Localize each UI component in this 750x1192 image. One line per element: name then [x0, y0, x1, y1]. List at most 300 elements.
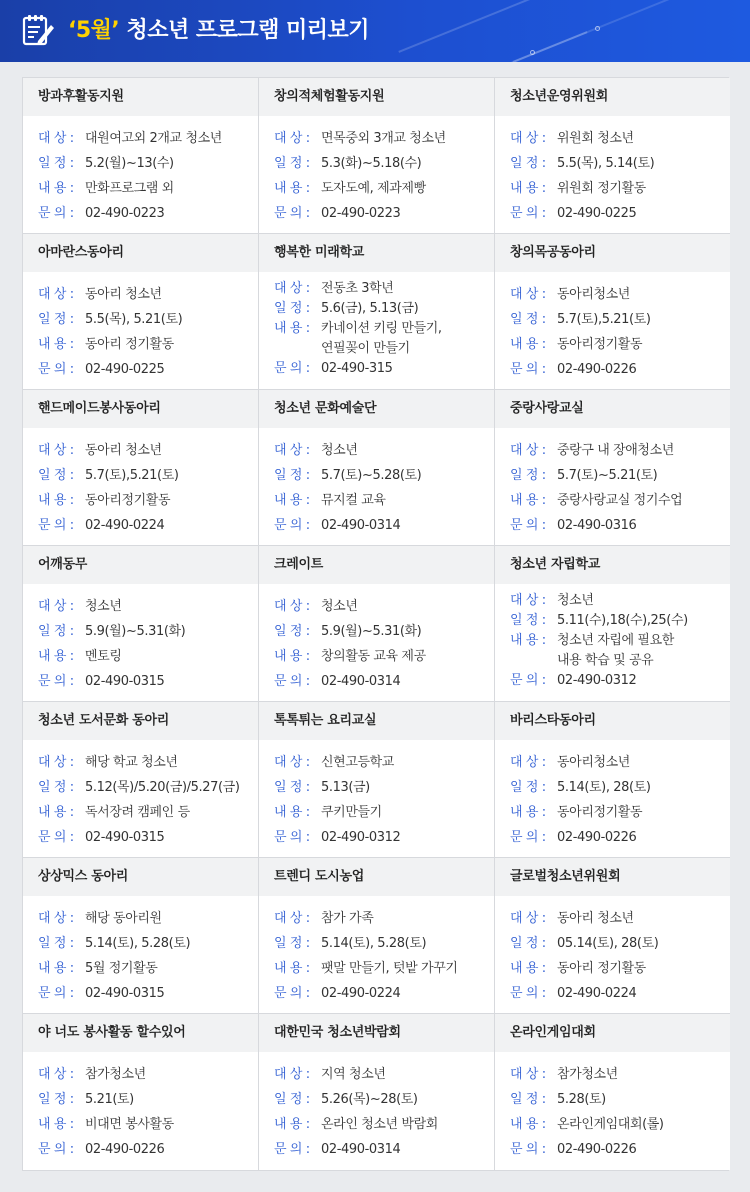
- header-decoration-dot: [530, 50, 535, 55]
- program-target-label: 대 상 :: [274, 131, 310, 146]
- program-contact-value: 02-490-0226: [557, 830, 637, 845]
- program-target-label: 대 상 :: [38, 287, 74, 302]
- program-schedule-label: 일 정 :: [274, 468, 310, 483]
- program-details: [23, 584, 258, 694]
- program-content-label: 내 용 :: [510, 181, 546, 196]
- program-schedule-label: 일 정 :: [510, 468, 546, 483]
- program-content-label: 내 용 :: [510, 805, 546, 820]
- program-title: 바리스타동아리: [495, 702, 730, 740]
- program-content-label: 내 용 :: [38, 1117, 74, 1132]
- program-contact-row: [510, 201, 730, 226]
- program-contact-label: 문 의 :: [510, 830, 546, 845]
- program-content-label: 내 용 :: [510, 961, 546, 976]
- program-details: [259, 116, 494, 226]
- program-target-row: [38, 126, 258, 151]
- program-content-value: 중랑사랑교실 정기수업: [557, 493, 683, 508]
- program-content-row: [510, 800, 730, 825]
- program-title: 청소년 문화예술단: [259, 390, 494, 428]
- program-target-row: [510, 750, 730, 775]
- program-target-row: [510, 1062, 730, 1087]
- header-decoration-line: [513, 31, 588, 62]
- program-content-label: 내 용 :: [274, 493, 310, 508]
- program-target-row: [274, 750, 494, 775]
- program-contact-value: 02-490-0224: [557, 986, 637, 1001]
- program-contact-label: 문 의 :: [274, 518, 310, 533]
- program-contact-value: 02-490-0316: [557, 518, 637, 533]
- program-target-label: 대 상 :: [510, 443, 546, 458]
- program-schedule-label: 일 정 :: [510, 156, 546, 171]
- program-target-row: [274, 594, 494, 619]
- program-card: [259, 78, 495, 234]
- header-decoration-line: [497, 0, 683, 62]
- program-contact-value: 02-490-0224: [85, 518, 165, 533]
- program-schedule-value: 5.2(월)~13(수): [85, 156, 174, 171]
- program-contact-row: [510, 357, 730, 382]
- program-schedule-value: 5.28(토): [557, 1092, 606, 1107]
- program-content-value: 도자도예, 제과제빵: [321, 181, 426, 196]
- program-target-label: 대 상 :: [38, 131, 74, 146]
- program-target-row: [38, 282, 258, 307]
- program-schedule-value: 5.7(토)~5.28(토): [321, 468, 422, 483]
- program-schedule-row: [38, 151, 258, 176]
- program-card: [23, 858, 259, 1014]
- program-target-row: [38, 1062, 258, 1087]
- program-target-label: 대 상 :: [274, 755, 310, 770]
- program-contact-value: 02-490-0315: [85, 986, 165, 1001]
- program-contact-label: 문 의 :: [274, 206, 310, 221]
- program-card: [259, 702, 495, 858]
- program-target-label: 대 상 :: [274, 443, 310, 458]
- program-details: [495, 584, 730, 691]
- program-contact-value: 02-490-0223: [85, 206, 165, 221]
- program-details: [23, 1052, 258, 1162]
- program-title: 대한민국 청소년박람회: [259, 1014, 494, 1052]
- program-contact-value: 02-490-0226: [557, 362, 637, 377]
- program-schedule-row: [510, 1087, 730, 1112]
- program-title: 글로벌청소년위원회: [495, 858, 730, 896]
- program-target-row: [510, 126, 730, 151]
- program-target-row: [274, 438, 494, 463]
- program-target-label: 대 상 :: [510, 593, 546, 608]
- program-content-row: [274, 800, 494, 825]
- program-card: [259, 546, 495, 702]
- program-title: 중랑사랑교실: [495, 390, 730, 428]
- header-decoration-dot: [595, 26, 600, 31]
- program-card: [259, 234, 495, 390]
- page-title: [68, 14, 369, 48]
- program-schedule-label: 일 정 :: [274, 1092, 310, 1107]
- program-target-value: 참가청소년: [85, 1067, 146, 1082]
- program-target-value: 참가청소년: [557, 1067, 618, 1082]
- program-card: [23, 234, 259, 390]
- program-details: [23, 116, 258, 226]
- program-contact-value: 02-490-0314: [321, 1142, 401, 1157]
- program-schedule-value: 5.21(토): [85, 1092, 134, 1107]
- program-schedule-label: 일 정 :: [38, 468, 74, 483]
- program-target-value: 동아리청소년: [557, 287, 630, 302]
- program-content-label: 내 용 :: [274, 181, 310, 196]
- program-content-value: 독서장려 캠페인 등: [85, 805, 190, 820]
- program-title: 아마란스동아리: [23, 234, 258, 272]
- program-card: [495, 78, 730, 234]
- program-content-row: [274, 644, 494, 669]
- program-schedule-value: 5.7(토),5.21(토): [557, 312, 651, 327]
- program-contact-value: 02-490-0225: [85, 362, 165, 377]
- program-card: [495, 858, 730, 1014]
- program-schedule-row: [274, 619, 494, 644]
- program-contact-value: 02-490-0312: [321, 830, 401, 845]
- program-details: [495, 428, 730, 538]
- program-title: 크레이트: [259, 546, 494, 584]
- program-content-label: 내 용 :: [274, 805, 310, 820]
- program-schedule-row: [274, 463, 494, 488]
- program-contact-value: 02-490-0224: [321, 986, 401, 1001]
- program-contact-label: 문 의 :: [510, 673, 546, 688]
- program-title: 어깨동무: [23, 546, 258, 584]
- program-schedule-label: 일 정 :: [274, 624, 310, 639]
- program-content-value: 온라인 청소년 박람회: [321, 1117, 438, 1132]
- program-content-value: 동아리 정기활동: [85, 337, 174, 352]
- program-details: [23, 896, 258, 1006]
- program-schedule-label: 일 정 :: [510, 780, 546, 795]
- program-details: [495, 896, 730, 1006]
- program-target-row: [38, 906, 258, 931]
- program-contact-row: [510, 513, 730, 538]
- program-card: [23, 1014, 259, 1170]
- program-target-row: [510, 438, 730, 463]
- program-schedule-row: [274, 299, 494, 319]
- program-content-label: 내 용 :: [510, 633, 546, 648]
- program-schedule-label: 일 정 :: [274, 780, 310, 795]
- program-contact-value: 02-490-0225: [557, 206, 637, 221]
- program-contact-label: 문 의 :: [510, 986, 546, 1001]
- program-title: 톡톡튀는 요리교실: [259, 702, 494, 740]
- program-content-value: 동아리정기활동: [557, 337, 643, 352]
- program-target-label: 대 상 :: [38, 443, 74, 458]
- program-schedule-label: 일 정 :: [38, 624, 74, 639]
- program-card: [259, 858, 495, 1014]
- program-schedule-row: [510, 775, 730, 800]
- program-target-row: [510, 906, 730, 931]
- program-title: 창의적체험활동지원: [259, 78, 494, 116]
- program-content-label: 내 용 :: [38, 805, 74, 820]
- program-card: [23, 78, 259, 234]
- program-schedule-row: [38, 307, 258, 332]
- program-contact-row: [510, 671, 730, 691]
- program-schedule-value: 05.14(토), 28(토): [557, 936, 659, 951]
- program-content-value: 동아리정기활동: [557, 805, 643, 820]
- program-contact-label: 문 의 :: [38, 1142, 74, 1157]
- program-contact-label: 문 의 :: [274, 1142, 310, 1157]
- program-schedule-value: 5.9(월)~5.31(화): [85, 624, 186, 639]
- program-content-value: 카네이션 키링 만들기, 연필꽂이 만들기: [321, 321, 442, 356]
- program-target-label: 대 상 :: [38, 755, 74, 770]
- program-target-label: 대 상 :: [274, 281, 310, 296]
- program-target-value: 참가 가족: [321, 911, 374, 926]
- program-content-value: 쿠키만들기: [321, 805, 382, 820]
- program-content-row: [38, 956, 258, 981]
- program-content-row: [274, 488, 494, 513]
- program-target-label: 대 상 :: [274, 1067, 310, 1082]
- program-card: [23, 702, 259, 858]
- program-contact-row: [38, 825, 258, 850]
- program-schedule-row: [274, 931, 494, 956]
- program-target-label: 대 상 :: [510, 287, 546, 302]
- program-details: [23, 272, 258, 382]
- program-target-value: 면목중외 3개교 청소년: [321, 131, 446, 146]
- program-schedule-label: 일 정 :: [510, 312, 546, 327]
- program-schedule-label: 일 정 :: [510, 936, 546, 951]
- program-title: 핸드메이드봉사동아리: [23, 390, 258, 428]
- program-details: [495, 116, 730, 226]
- program-title: 방과후활동지원: [23, 78, 258, 116]
- program-content-value: 동아리 정기활동: [557, 961, 646, 976]
- program-card: [259, 1014, 495, 1170]
- program-card: [495, 702, 730, 858]
- program-title: 상상믹스 동아리: [23, 858, 258, 896]
- program-target-value: 청소년: [321, 599, 358, 614]
- program-schedule-value: 5.5(목), 5.14(토): [557, 156, 655, 171]
- program-target-value: 위원회 청소년: [557, 131, 634, 146]
- page-title-text: 청소년 프로그램 미리보기: [119, 18, 370, 43]
- program-target-row: [510, 591, 730, 611]
- program-contact-row: [274, 825, 494, 850]
- program-card: [259, 390, 495, 546]
- program-card: [495, 546, 730, 702]
- program-target-label: 대 상 :: [510, 911, 546, 926]
- program-schedule-row: [38, 463, 258, 488]
- program-target-value: 동아리 청소년: [85, 287, 162, 302]
- program-contact-row: [38, 357, 258, 382]
- program-target-row: [38, 750, 258, 775]
- program-contact-label: 문 의 :: [38, 518, 74, 533]
- program-details: [23, 428, 258, 538]
- page-header: [0, 0, 750, 62]
- program-target-row: [274, 279, 494, 299]
- program-contact-label: 문 의 :: [274, 361, 310, 376]
- program-contact-value: 02-490-315: [321, 361, 393, 376]
- program-target-label: 대 상 :: [274, 599, 310, 614]
- program-schedule-value: 5.26(목)~28(토): [321, 1092, 418, 1107]
- program-schedule-label: 일 정 :: [510, 613, 546, 628]
- program-schedule-label: 일 정 :: [274, 156, 310, 171]
- program-details: [259, 896, 494, 1006]
- program-content-value: 창의활동 교육 제공: [321, 649, 426, 664]
- program-content-label: 내 용 :: [510, 493, 546, 508]
- program-content-label: 내 용 :: [274, 961, 310, 976]
- program-content-row: [38, 488, 258, 513]
- program-target-value: 전동초 3학년: [321, 281, 394, 296]
- program-contact-value: 02-490-0314: [321, 518, 401, 533]
- page-title-month: ‘5월’: [68, 18, 120, 43]
- program-schedule-value: 5.13(금): [321, 780, 370, 795]
- program-contact-row: [274, 513, 494, 538]
- program-contact-value: 02-490-0223: [321, 206, 401, 221]
- program-content-label: 내 용 :: [274, 321, 310, 336]
- program-contact-value: 02-490-0226: [557, 1142, 637, 1157]
- program-title: 행복한 미래학교: [259, 234, 494, 272]
- program-contact-row: [274, 359, 494, 379]
- program-title: 청소년 자립학교: [495, 546, 730, 584]
- program-contact-label: 문 의 :: [510, 1142, 546, 1157]
- program-target-row: [510, 282, 730, 307]
- program-schedule-label: 일 정 :: [274, 301, 310, 316]
- program-content-row: [274, 956, 494, 981]
- program-schedule-row: [38, 775, 258, 800]
- program-target-row: [38, 438, 258, 463]
- program-schedule-row: [38, 1087, 258, 1112]
- program-title: 온라인게임대회: [495, 1014, 730, 1052]
- program-content-row: [510, 488, 730, 513]
- program-contact-value: 02-490-0314: [321, 674, 401, 689]
- program-contact-label: 문 의 :: [274, 830, 310, 845]
- program-schedule-label: 일 정 :: [38, 1092, 74, 1107]
- program-target-value: 동아리청소년: [557, 755, 630, 770]
- program-content-value: 비대면 봉사활동: [85, 1117, 174, 1132]
- program-schedule-value: 5.5(목), 5.21(토): [85, 312, 183, 327]
- program-target-value: 청소년: [557, 593, 594, 608]
- program-content-value: 5월 정기활동: [85, 961, 158, 976]
- program-contact-label: 문 의 :: [510, 518, 546, 533]
- program-title: 창의목공동아리: [495, 234, 730, 272]
- program-target-label: 대 상 :: [510, 131, 546, 146]
- program-target-label: 대 상 :: [510, 755, 546, 770]
- program-contact-label: 문 의 :: [510, 362, 546, 377]
- program-contact-label: 문 의 :: [274, 674, 310, 689]
- program-schedule-value: 5.14(토), 5.28(토): [85, 936, 191, 951]
- program-content-label: 내 용 :: [510, 1117, 546, 1132]
- program-schedule-label: 일 정 :: [38, 936, 74, 951]
- program-content-row: [510, 1112, 730, 1137]
- program-target-row: [274, 1062, 494, 1087]
- program-details: [495, 740, 730, 850]
- program-content-label: 내 용 :: [274, 649, 310, 664]
- program-details: [259, 1052, 494, 1162]
- program-title: 청소년운영위원회: [495, 78, 730, 116]
- program-content-label: 내 용 :: [38, 337, 74, 352]
- program-content-row: [510, 631, 730, 671]
- program-contact-label: 문 의 :: [274, 986, 310, 1001]
- program-content-row: [38, 176, 258, 201]
- program-target-value: 신현고등학교: [321, 755, 394, 770]
- program-schedule-row: [38, 619, 258, 644]
- program-schedule-row: [510, 463, 730, 488]
- program-schedule-value: 5.14(토), 5.28(토): [321, 936, 427, 951]
- program-card: [495, 390, 730, 546]
- program-contact-row: [38, 513, 258, 538]
- program-contact-row: [38, 669, 258, 694]
- program-schedule-value: 5.11(수),18(수),25(수): [557, 613, 688, 628]
- program-content-value: 멘토링: [85, 649, 122, 664]
- program-contact-value: 02-490-0312: [557, 673, 637, 688]
- program-schedule-row: [38, 931, 258, 956]
- program-title: 청소년 도서문화 동아리: [23, 702, 258, 740]
- program-contact-row: [274, 981, 494, 1006]
- program-card: [495, 1014, 730, 1170]
- program-target-value: 지역 청소년: [321, 1067, 386, 1082]
- program-target-label: 대 상 :: [38, 911, 74, 926]
- program-schedule-value: 5.9(월)~5.31(화): [321, 624, 422, 639]
- program-content-value: 만화프로그램 외: [85, 181, 174, 196]
- program-details: [23, 740, 258, 850]
- program-content-row: [510, 332, 730, 357]
- program-content-label: 내 용 :: [274, 1117, 310, 1132]
- program-card: [495, 234, 730, 390]
- program-content-value: 위원회 정기활동: [557, 181, 646, 196]
- program-content-value: 온라인게임대회(롤): [557, 1117, 664, 1132]
- program-content-row: [510, 176, 730, 201]
- program-schedule-row: [274, 151, 494, 176]
- program-content-label: 내 용 :: [38, 181, 74, 196]
- program-contact-row: [38, 981, 258, 1006]
- program-contact-row: [510, 981, 730, 1006]
- program-contact-row: [38, 1137, 258, 1162]
- program-schedule-row: [274, 1087, 494, 1112]
- program-target-value: 해당 동아리원: [85, 911, 162, 926]
- program-grid: [22, 77, 729, 1171]
- program-schedule-label: 일 정 :: [38, 312, 74, 327]
- program-schedule-value: 5.6(금), 5.13(금): [321, 301, 419, 316]
- program-schedule-value: 5.12(목)/5.20(금)/5.27(금): [85, 780, 240, 795]
- program-content-row: [510, 956, 730, 981]
- program-content-row: [38, 332, 258, 357]
- program-target-label: 대 상 :: [510, 1067, 546, 1082]
- program-schedule-label: 일 정 :: [38, 780, 74, 795]
- program-schedule-row: [510, 931, 730, 956]
- program-content-row: [38, 644, 258, 669]
- program-target-value: 해당 학교 청소년: [85, 755, 178, 770]
- program-details: [495, 272, 730, 382]
- program-contact-value: 02-490-0315: [85, 674, 165, 689]
- program-schedule-label: 일 정 :: [38, 156, 74, 171]
- program-content-label: 내 용 :: [38, 649, 74, 664]
- program-content-row: [274, 176, 494, 201]
- program-schedule-row: [510, 611, 730, 631]
- program-schedule-value: 5.14(토), 28(토): [557, 780, 651, 795]
- program-target-value: 중랑구 내 장애청소년: [557, 443, 674, 458]
- program-details: [259, 740, 494, 850]
- program-target-label: 대 상 :: [38, 1067, 74, 1082]
- program-card: [23, 546, 259, 702]
- program-content-value: 동아리정기활동: [85, 493, 171, 508]
- program-contact-label: 문 의 :: [38, 206, 74, 221]
- program-details: [259, 272, 494, 379]
- program-content-label: 내 용 :: [38, 961, 74, 976]
- header-decoration-line: [398, 0, 621, 53]
- program-content-row: [274, 1112, 494, 1137]
- program-target-row: [274, 906, 494, 931]
- program-content-value: 뮤지컬 교육: [321, 493, 386, 508]
- program-content-label: 내 용 :: [510, 337, 546, 352]
- program-target-value: 청소년: [321, 443, 358, 458]
- program-contact-row: [510, 825, 730, 850]
- program-schedule-value: 5.3(화)~5.18(수): [321, 156, 422, 171]
- program-contact-row: [274, 1137, 494, 1162]
- program-target-row: [38, 594, 258, 619]
- program-details: [495, 1052, 730, 1162]
- program-contact-row: [38, 201, 258, 226]
- program-contact-row: [510, 1137, 730, 1162]
- program-contact-label: 문 의 :: [38, 362, 74, 377]
- program-content-row: [38, 800, 258, 825]
- program-content-row: [274, 319, 494, 359]
- program-target-value: 대원여고외 2개교 청소년: [85, 131, 222, 146]
- program-schedule-row: [510, 307, 730, 332]
- program-details: [259, 428, 494, 538]
- program-title: 트렌디 도시농업: [259, 858, 494, 896]
- program-schedule-value: 5.7(토),5.21(토): [85, 468, 179, 483]
- program-contact-label: 문 의 :: [38, 830, 74, 845]
